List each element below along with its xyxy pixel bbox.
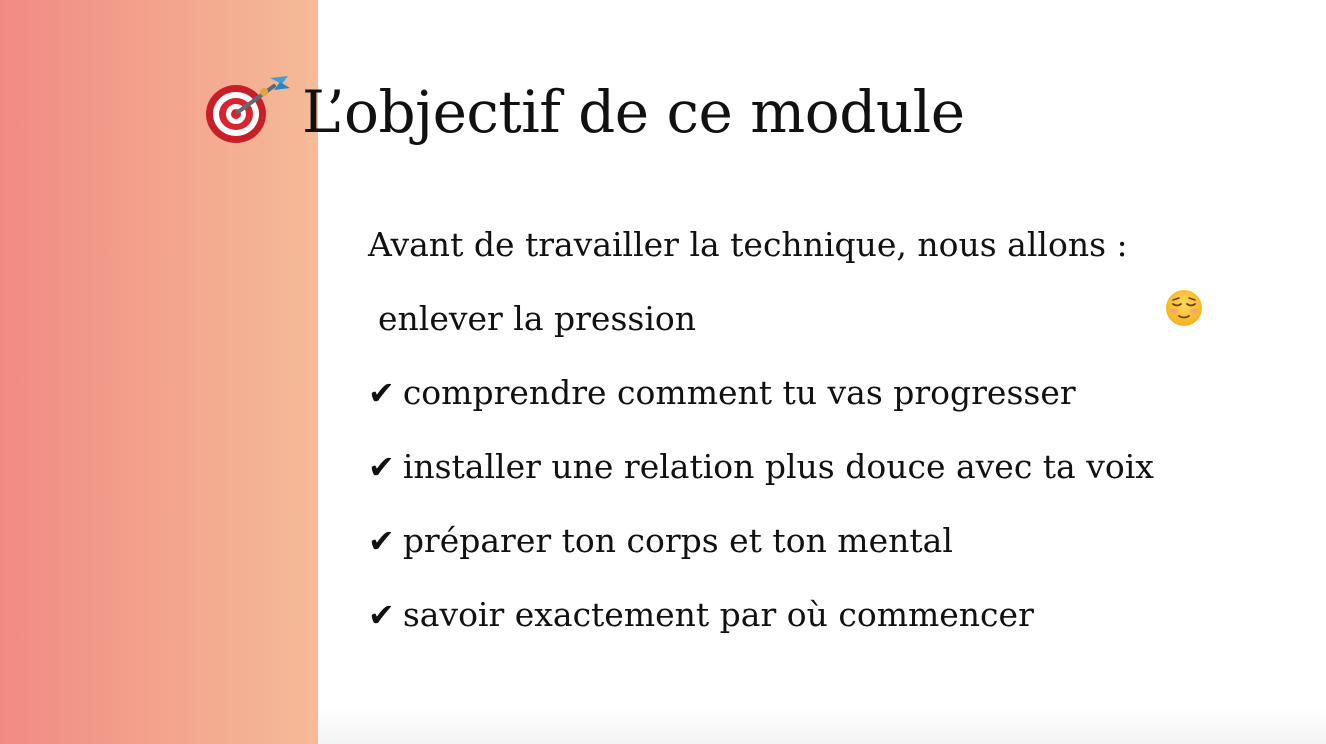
list-item-label: savoir exactement par où commencer [402, 595, 1034, 634]
title-row [204, 70, 965, 154]
list-item [368, 440, 1268, 514]
list-item-label: préparer ton corps et ton mental [402, 521, 953, 560]
list-item-first [368, 292, 1268, 366]
list-item [368, 514, 1268, 588]
check-icon: ✔ [368, 448, 395, 486]
list-item-label: installer une relation plus douce avec ta voix [402, 447, 1154, 486]
relieved-face-icon [1165, 289, 1203, 327]
check-icon: ✔ [368, 522, 395, 560]
list-item [368, 588, 1268, 662]
intro-text: Avant de travailler la technique, nous allons : [368, 225, 1128, 264]
bottom-shade [318, 708, 1326, 744]
check-icon: ✔ [368, 374, 395, 412]
list-item-label: comprendre comment tu vas progresser [402, 373, 1076, 412]
check-icon: ✔ [368, 596, 395, 634]
list-item-label: enlever la pression [378, 299, 696, 338]
content-list [368, 218, 1268, 662]
page-title: L’objectif de ce module [302, 78, 965, 146]
list-item [368, 366, 1268, 440]
dart-target-icon [204, 70, 294, 154]
